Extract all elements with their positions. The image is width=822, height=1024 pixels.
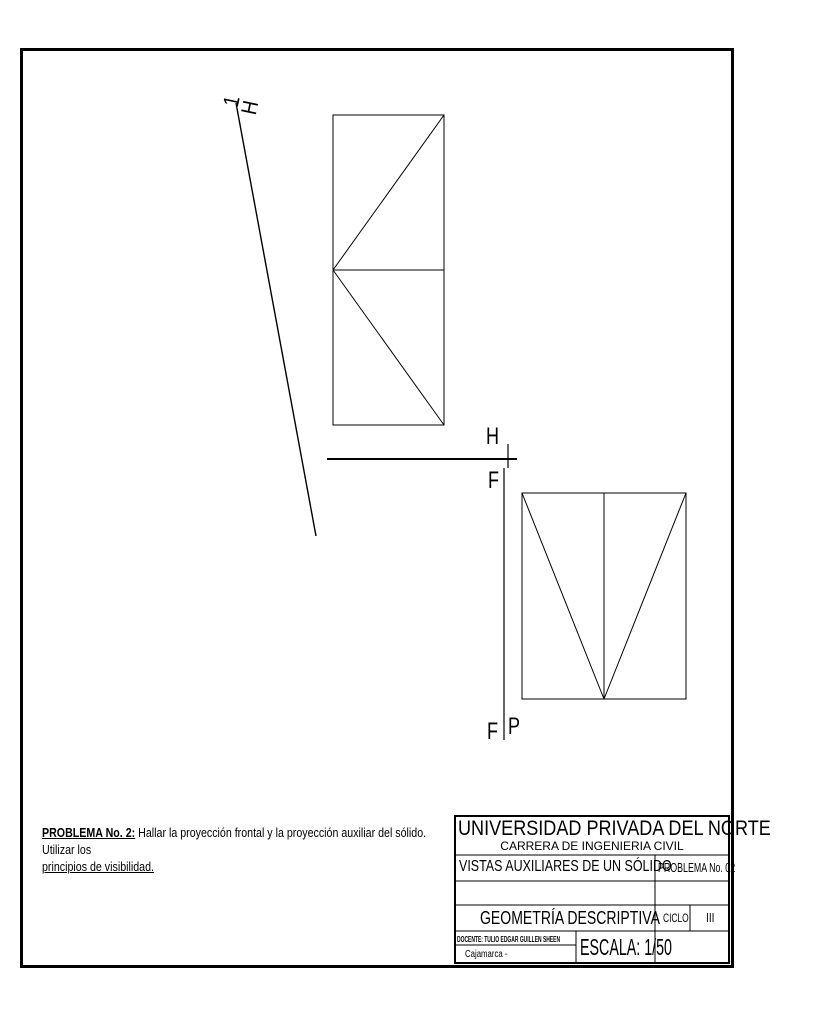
label-aux-1: 1 bbox=[218, 93, 245, 109]
top-view-edge-2 bbox=[333, 270, 444, 425]
problem-text-line2: principios de visibilidad. bbox=[42, 859, 154, 874]
tb-course: GEOMETRÍA DESCRIPTIVA bbox=[480, 908, 660, 928]
tb-career: CARRERA DE INGENIERIA CIVIL bbox=[500, 839, 684, 853]
tb-problem-no: PROBLEMA No. 02 bbox=[658, 860, 736, 875]
tb-university: UNIVERSIDAD PRIVADA DEL NORTE bbox=[458, 817, 771, 840]
tb-cycle-value: III bbox=[706, 910, 715, 925]
tb-cycle-label: CICLO bbox=[663, 911, 689, 925]
auxiliary-folding-line bbox=[236, 103, 316, 536]
tb-scale: ESCALA: 1/50 bbox=[580, 934, 672, 960]
label-h-top: H bbox=[486, 423, 500, 450]
tb-city: Cajamarca - bbox=[465, 949, 508, 960]
tb-topic: VISTAS AUXILIARES DE UN SÓLIDO bbox=[459, 858, 672, 875]
front-view-edge-1 bbox=[522, 493, 604, 699]
label-p-bottom: P bbox=[508, 713, 521, 740]
problem-statement bbox=[42, 824, 452, 875]
label-aux-h: H bbox=[236, 98, 264, 117]
label-f-bottom: F bbox=[487, 718, 499, 745]
title-block bbox=[454, 815, 771, 964]
problem-heading: PROBLEMA No. 2: bbox=[42, 825, 136, 840]
problem-text: Hallar la proyección frontal y la proyección auxiliar del sólido. Utilizar los bbox=[42, 825, 427, 857]
label-f-mid: F bbox=[488, 467, 500, 494]
front-view-edge-2 bbox=[604, 493, 686, 699]
tb-teacher: DOCENTE: TULIO EDGAR GUILLEN SHEEN bbox=[457, 935, 561, 944]
top-view-edge-1 bbox=[333, 115, 444, 270]
